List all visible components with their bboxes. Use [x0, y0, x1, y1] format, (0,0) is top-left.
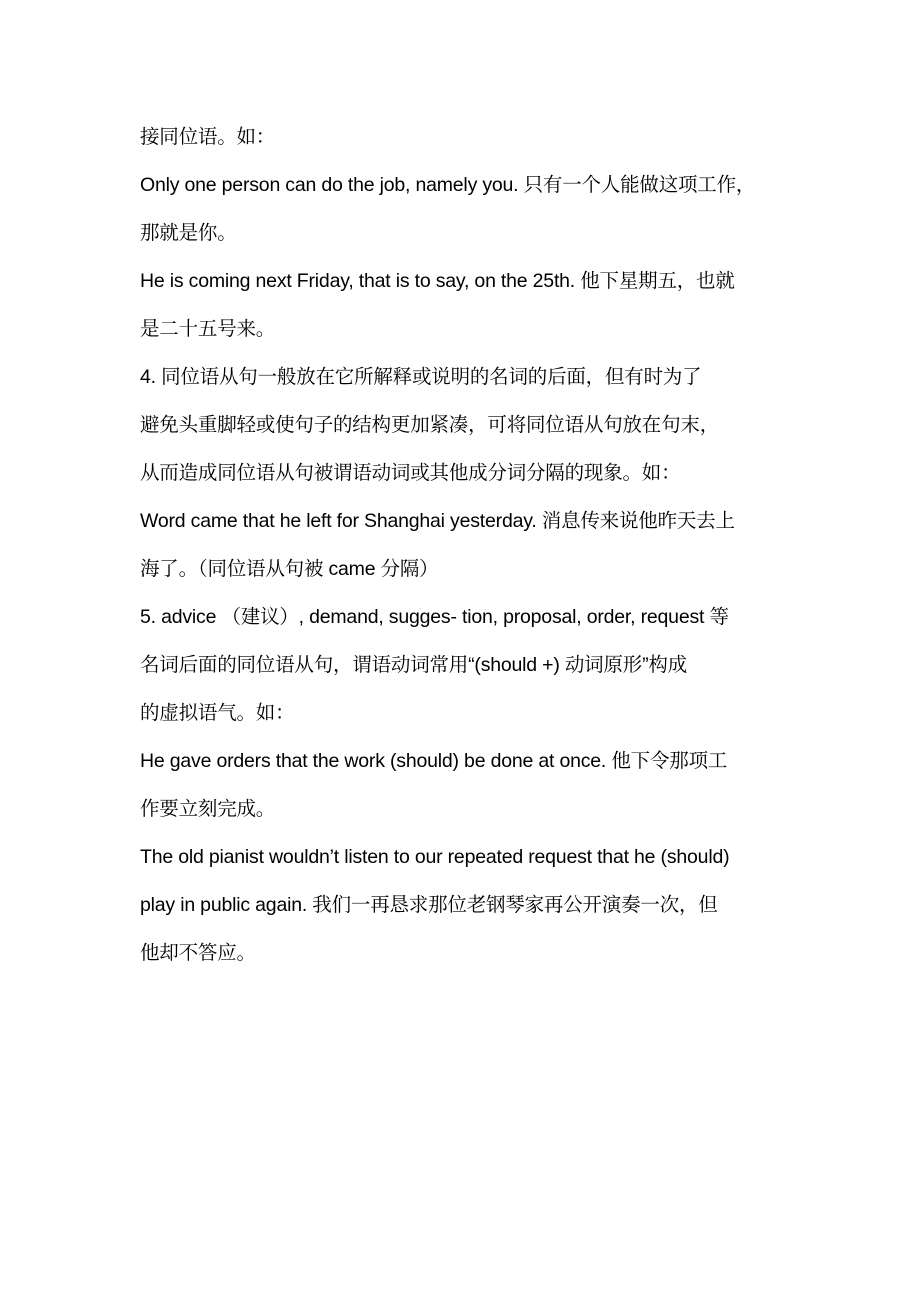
document-body: [140, 113, 820, 977]
text-line: 接同位语。如：: [140, 126, 276, 148]
text-line: He gave orders that the work (should) be done at once. 他下令那项工: [140, 750, 728, 772]
text-line: 海了。（同位语从句被 came 分隔）: [140, 558, 439, 580]
text-line: 避免头重脚轻或使句子的结构更加紧凑，可将同位语从句放在句末，: [140, 414, 720, 436]
text-line: He is coming next Friday, that is to say, on the 25th. 他下星期五，也就: [140, 270, 735, 292]
text-line: 4. 同位语从句一般放在它所解释或说明的名词的后面，但有时为了: [140, 366, 702, 388]
text-line: 名词后面的同位语从句，谓语动词常用“(should +) 动词原形”构成: [140, 654, 687, 676]
text-line: play in public again. 我们一再恳求那位老钢琴家再公开演奏一次，但: [140, 894, 718, 916]
text-line: 是二十五号来。: [140, 318, 276, 340]
text-line: 从而造成同位语从句被谓语动词或其他成分词分隔的现象。如：: [140, 462, 681, 484]
text-line: Only one person can do the job, namely you. 只有一个人能做这项工作，: [140, 174, 756, 196]
text-line: 那就是你。: [140, 222, 237, 244]
text-line: 5. advice （建议）, demand, sugges- tion, proposal, order, request 等: [140, 606, 729, 628]
text-line: 的虚拟语气。如：: [140, 702, 295, 724]
text-line: 作要立刻完成。: [140, 798, 276, 820]
text-line: Word came that he left for Shanghai yesterday. 消息传来说他昨天去上: [140, 510, 735, 532]
text-line: The old pianist wouldn’t listen to our repeated request that he (should): [140, 846, 730, 868]
text-line: 他却不答应。: [140, 942, 256, 964]
